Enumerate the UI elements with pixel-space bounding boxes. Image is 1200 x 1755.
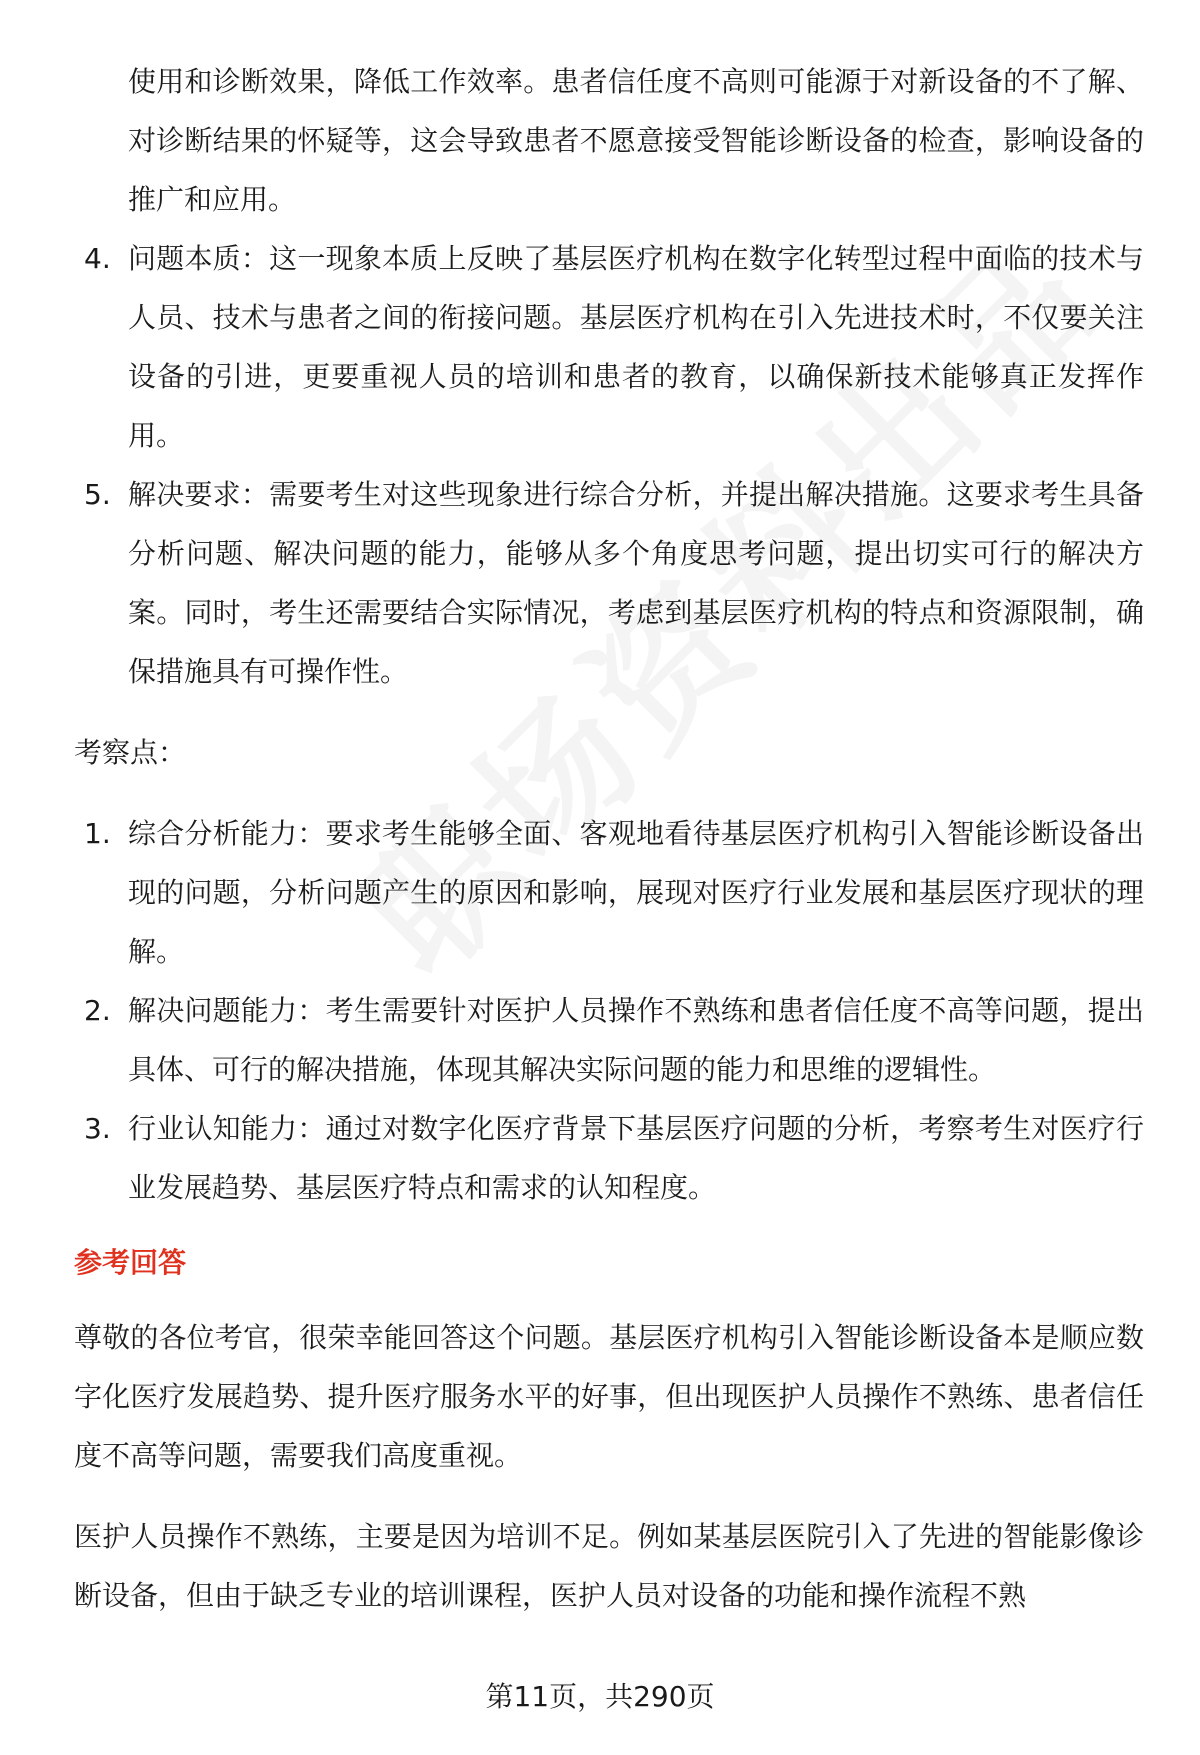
list-number: 2. — [84, 994, 111, 1027]
list-number: 4. — [84, 242, 111, 275]
list-text: 综合分析能力：要求考生能够全面、客观地看待基层医疗机构引入智能诊断设备出现的问题，分析问题产生的原因和影响，展现对医疗行业发展和基层医疗现状的理解。 — [128, 817, 1144, 968]
page-footer: 第11页，共290页 — [485, 1680, 715, 1713]
list-number: 1. — [84, 817, 111, 850]
list-item — [74, 229, 1144, 465]
intro-continuation: 使用和诊断效果，降低工作效率。患者信任度不高则可能源于对新设备的不了解、对诊断结果的怀疑等，这会导致患者不愿意接受智能诊断设备的检查，影响设备的推广和应用。 — [128, 65, 1144, 216]
list-number: 3. — [84, 1112, 111, 1145]
list-item — [74, 804, 1144, 981]
list-text: 解决要求：需要考生对这些现象进行综合分析，并提出解决措施。这要求考生具备分析问题、解决问题的能力，能够从多个角度思考问题，提出切实可行的解决方案。同时，考生还需要结合实际情况，考虑到基层医疗机构的特点和资源限制，确保措施具有可操作性。 — [128, 478, 1144, 688]
reference-heading: 参考回答 — [74, 1246, 187, 1279]
exam-points-label: 考察点： — [74, 736, 187, 769]
list-item — [74, 981, 1144, 1099]
list-text: 问题本质：这一现象本质上反映了基层医疗机构在数字化转型过程中面临的技术与人员、技术与患者之间的衔接问题。基层医疗机构在引入先进技术时，不仅要关注设备的引进，更要重视人员的培训和患者的教育，以确保新技术能够真正发挥作用。 — [128, 242, 1144, 452]
list-item — [74, 1099, 1144, 1217]
list-text: 解决问题能力：考生需要针对医护人员操作不熟练和患者信任度不高等问题，提出具体、可行的解决措施，体现其解决实际问题的能力和思维的逻辑性。 — [128, 994, 1144, 1086]
list-number: 5. — [84, 478, 111, 511]
answer-paragraph: 医护人员操作不熟练，主要是因为培训不足。例如某基层医院引入了先进的智能影像诊断设备，但由于缺乏专业的培训课程，医护人员对设备的功能和操作流程不熟 — [74, 1520, 1144, 1612]
list-item — [74, 465, 1144, 701]
answer-paragraph: 尊敬的各位考官，很荣幸能回答这个问题。基层医疗机构引入智能诊断设备本是顺应数字化医疗发展趋势、提升医疗服务水平的好事，但出现医护人员操作不熟练、患者信任度不高等问题，需要我们高度重视。 — [74, 1321, 1144, 1472]
page-content — [74, 52, 1144, 1625]
exam-points-list — [74, 804, 1144, 1217]
analysis-list — [74, 229, 1144, 701]
list-text: 行业认知能力：通过对数字化医疗背景下基层医疗问题的分析，考察考生对医疗行业发展趋势、基层医疗特点和需求的认知程度。 — [128, 1112, 1144, 1204]
